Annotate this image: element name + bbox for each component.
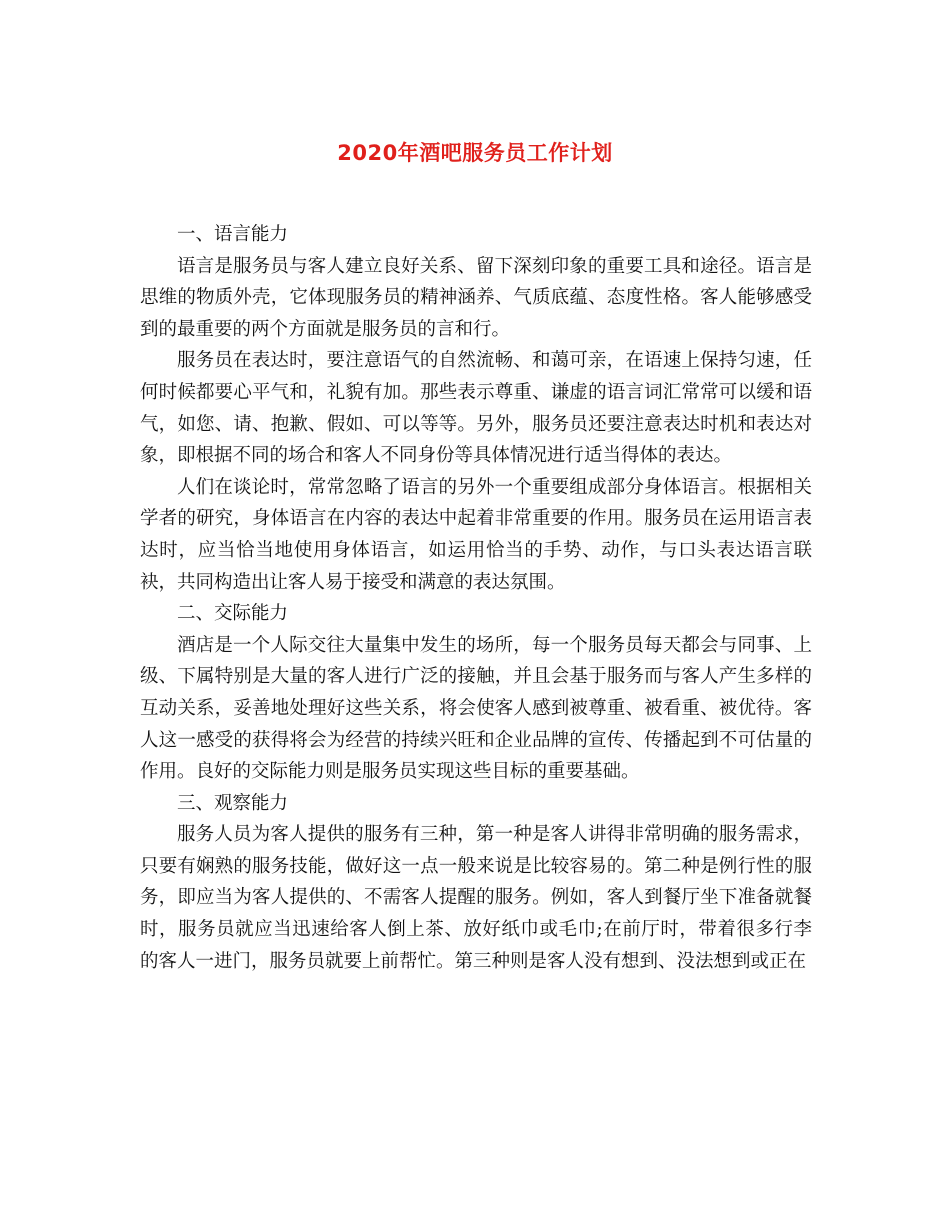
paragraph: 语言是服务员与客人建立良好关系、留下深刻印象的重要工具和途径。语言是思维的物质外壳，它体现服务员的精神涵养、气质底蕴、态度性格。客人能够感受到的最重要的两个方面就是服务员的言和行。: [140, 255, 812, 340]
section-heading-communication: 二、交际能力: [177, 603, 289, 625]
paragraph: 服务人员为客人提供的服务有三种，第一种是客人讲得非常明确的服务需求，只要有娴熟的服务技能，做好这一点一般来说是比较容易的。第二种是例行性的服务，即应当为客人提供的、不需客人提醒的服务。例如，客人到餐厅坐下准备就餐时，服务员就应当迅速给客人倒上茶、放好纸巾或毛巾;在前厅时，带着很多行李的客人一进门，服务员就要上前帮忙。第三种则是客人没有想到、没法想到或正在: [140, 824, 812, 972]
paragraph: 服务员在表达时，要注意语气的自然流畅、和蔼可亲，在语速上保持匀速，任何时候都要心平气和，礼貌有加。那些表示尊重、谦虚的语言词汇常常可以缓和语气，如您、请、抱歉、假如、可以等等。另外，服务员还要注意表达时机和表达对象，即根据不同的场合和客人不同身份等具体情况进行适当得体的表达。: [140, 350, 812, 467]
document-title: 2020年酒吧服务员工作计划: [337, 141, 613, 165]
section-heading-language: 一、语言能力: [177, 224, 289, 245]
paragraph: 人们在谈论时，常常忽略了语言的另外一个重要组成部分身体语言。根据相关学者的研究，身体语言在内容的表达中起着非常重要的作用。服务员在运用语言表达时，应当恰当地使用身体语言，如运用恰当的手势、动作，与口头表达语言联袂，共同构造出让客人易于接受和满意的表达氛围。: [140, 476, 812, 593]
document-body: [140, 219, 812, 977]
section-heading-observation: 三、观察能力: [177, 792, 289, 814]
paragraph: 酒店是一个人际交往大量集中发生的场所，每一个服务员每天都会与同事、上级、下属特别是大量的客人进行广泛的接触，并且会基于服务而与客人产生多样的互动关系，妥善地处理好这些关系，将会使客人感到被尊重、被看重、被优待。客人这一感受的获得将会为经营的持续兴旺和企业品牌的宣传、传播起到不可估量的作用。良好的交际能力则是服务员实现这些目标的重要基础。: [140, 634, 812, 783]
